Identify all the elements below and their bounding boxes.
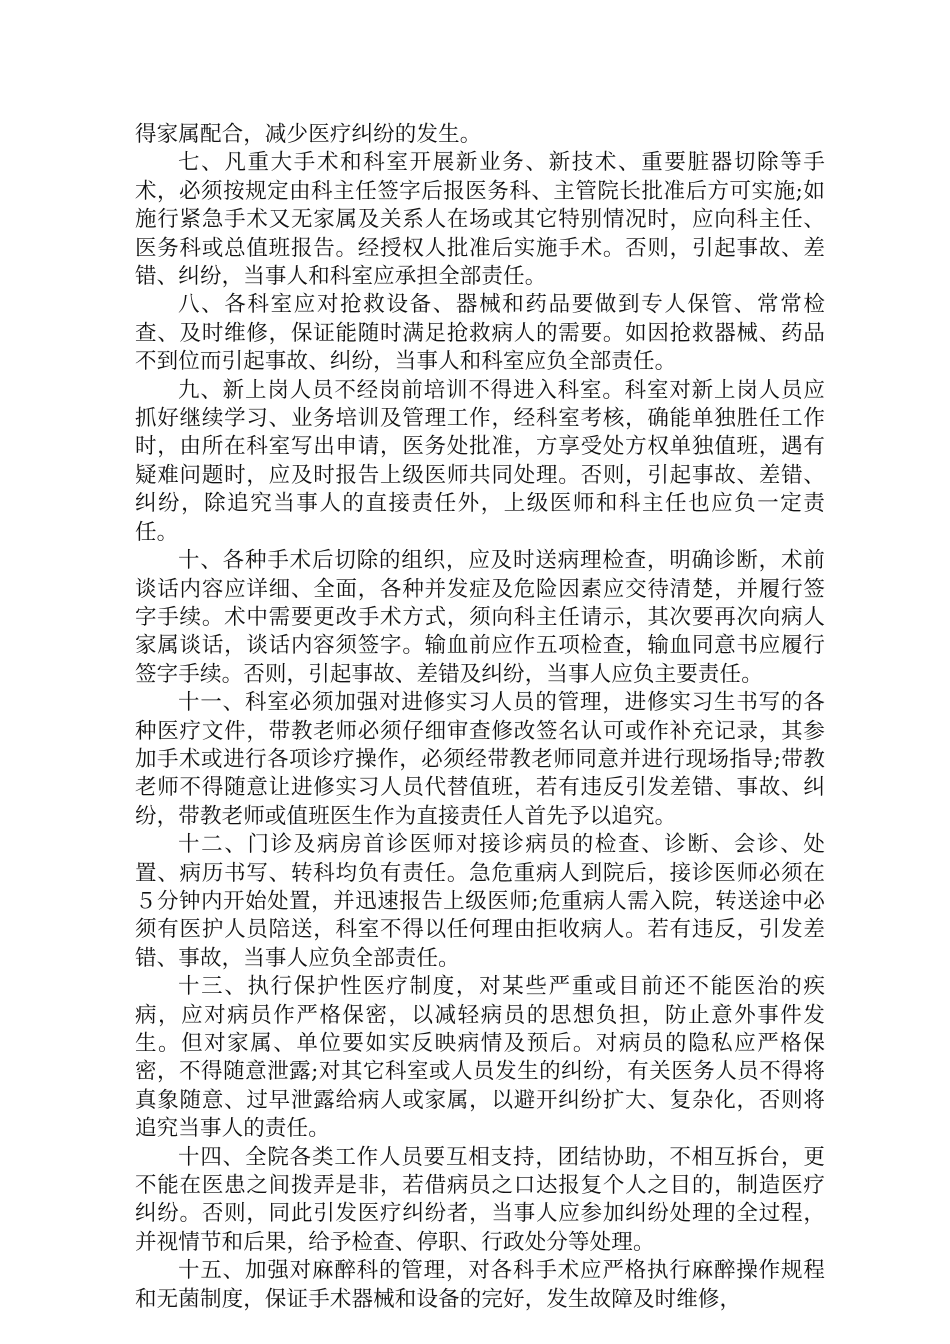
paragraph-9: 十四、全院各类工作人员要互相支持，团结协助，不相互拆台，更不能在医患之间拨弄是非，若借病员之口达报复个人之目的，制造医疗纠纷。否则，同此引发医疗纠纷者，当事人应参加纠纷处理的全过程，并视情节和后果，给予检查、停职、行政处分等处理。: [135, 1144, 825, 1255]
paragraph-3: 八、各科室应对抢救设备、器械和药品要做到专人保管、常常检查、及时维修，保证能随时满足抢救病人的需要。如因抢救器械、药品不到位而引起事故、纠纷，当事人和科室应负全部责任。: [135, 292, 825, 375]
paragraph-7: 十二、门诊及病房首诊医师对接诊病员的检查、诊断、会诊、处置、病历书写、转科均负有责任。急危重病人到院后，接诊医师必须在５分钟内开始处置，并迅速报告上级医师;危重病人需入院，转送途中必须有医护人员陪送，科室不得以任何理由拒收病人。若有违反，引发差错、事故，当事人应负全部责任。: [135, 832, 825, 971]
paragraph-4: 九、新上岗人员不经岗前培训不得进入科室。科室对新上岗人员应抓好继续学习、业务培训及管理工作，经科室考核，确能单独胜任工作时，由所在科室写出申请，医务处批准，方享受处方权单独值班，遇有疑难问题时，应及时报告上级医师共同处理。否则，引起事故、差错、纠纷，除追究当事人的直接责任外，上级医师和科主任也应负一定责任。: [135, 377, 825, 545]
paragraph-8: 十三、执行保护性医疗制度，对某些严重或目前还不能医治的疾病，应对病员作严格保密，以减轻病员的思想负担，防止意外事件发生。但对家属、单位要如实反映病情及预后。对病员的隐私应严格保密，不得随意泄露;对其它科室或人员发生的纠纷，有关医务人员不得将真象随意、过早泄露给病人或家属，以避开纠纷扩大、复杂化，否则将追究当事人的责任。: [135, 974, 825, 1142]
paragraph-2: 七、凡重大手术和科室开展新业务、新技术、重要脏器切除等手术，必须按规定由科主任签字后报医务科、主管院长批准后方可实施;如施行紧急手术又无家属及关系人在场或其它特别情况时，应向科主任、医务科或总值班报告。经授权人批准后实施手术。否则，引起事故、差错、纠纷，当事人和科室应承担全部责任。: [135, 150, 825, 290]
document-body: [135, 121, 825, 1314]
paragraph-10: 十五、加强对麻醉科的管理，对各科手术应严格执行麻醉操作规程和无菌制度，保证手术器械和设备的完好，发生故障及时维修，: [135, 1258, 825, 1312]
paragraph-5: 十、各种手术后切除的组织，应及时送病理检查，明确诊断，术前谈话内容应详细、全面，各种并发症及危险因素应交待清楚，并履行签字手续。术中需要更改手术方式，须向科主任请示，其次要再次向病人家属谈话，谈话内容须签字。输血前应作五项检查，输血同意书应履行签字手续。否则，引起事故、差错及纠纷，当事人应负主要责任。: [135, 548, 825, 687]
paragraph-1: 得家属配合，减少医疗纠纷的发生。: [135, 122, 482, 147]
paragraph-6: 十一、科室必须加强对进修实习人员的管理，进修实习生书写的各种医疗文件，带教老师必须仔细审查修改签名认可或作补充记录，其参加手术或进行各项诊疗操作，必须经带教老师同意并进行现场指导;带教老师不得随意让进修实习人员代替值班，若有违反引发差错、事故、纠纷，带教老师或值班医生作为直接责任人首先予以追究。: [135, 690, 825, 829]
